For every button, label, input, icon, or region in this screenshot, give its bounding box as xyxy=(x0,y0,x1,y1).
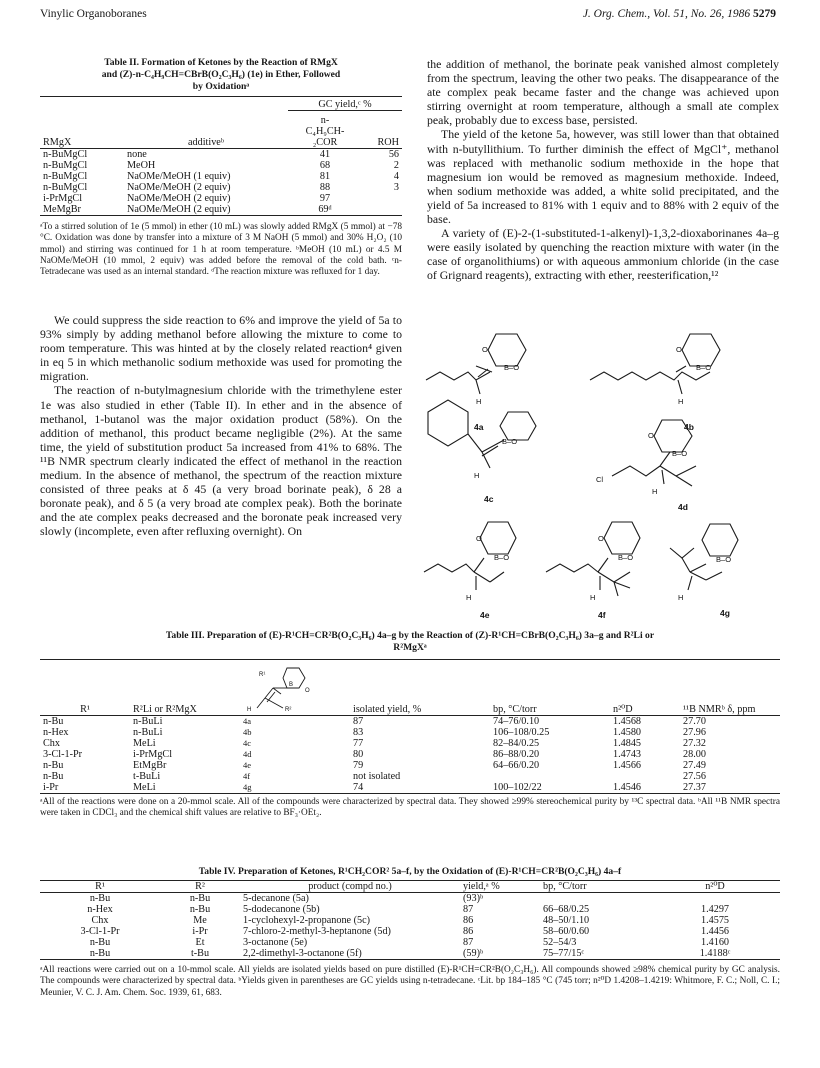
table-4-header: yield,ᵃ % xyxy=(463,881,500,892)
table-4 xyxy=(40,880,780,960)
atom-b-o: B–O xyxy=(672,449,688,458)
table-cell: 68 xyxy=(319,160,331,171)
table-row xyxy=(40,915,780,926)
table-3-footnote: ᵃAll of the reactions were done on a 20-mmol scale. All of the compounds were characterized by spectral data. They showed ≥99% stereochemical purity by ¹³C spectral data. ᵇAll ¹¹B NMR spectra were taken in CDCl₃ and the chemical shift values are relative to BF₃·OEt₂. xyxy=(40,797,780,819)
table-cell: NaOMe/MeOH (1 equiv) xyxy=(127,171,231,182)
table-row xyxy=(40,893,780,905)
table-cell: 3-Cl-1-Pr xyxy=(80,926,120,937)
table-cell xyxy=(362,193,402,204)
page-number: 5279 xyxy=(753,8,776,20)
table-cell: 97 xyxy=(319,193,331,204)
table-cell: 58–60/0.60 xyxy=(543,926,590,937)
structure-4d xyxy=(596,420,696,512)
table-cell: 83 xyxy=(353,727,364,738)
table-2-header: n- xyxy=(320,115,330,126)
table-cell: MeLi xyxy=(133,782,156,793)
table-cell: 75–77/15ᶜ xyxy=(543,948,585,959)
table-2-caption-line: Table II. Formation of Ketones by the Reaction of RMgX xyxy=(104,57,338,68)
paragraph: A variety of (E)-2-(1-substituted-1-alkenyl)-1,3,2-dioxaborinanes 4a–g were easily isolated by quenching the reaction mixture with water (in the case of organolithiums) or with aqueous ammonium chloride (in the case of Grignard reagents), extracting with ether, reesterification,¹² xyxy=(427,226,779,283)
table-2-header-gc: GC yield,ᶜ % xyxy=(288,97,402,111)
table-row xyxy=(40,182,402,193)
atom-b-o: B–O xyxy=(504,363,520,372)
label-4g: 4g xyxy=(720,608,730,618)
table-3-header: R²Li or R²MgX xyxy=(133,704,197,715)
table-cell: i-Pr xyxy=(43,782,59,793)
table-cell: 41 xyxy=(319,149,331,160)
table-cell: n-Bu xyxy=(89,937,111,948)
table-row xyxy=(40,937,780,948)
table-3-header: ¹¹B NMRᵇ δ, ppm xyxy=(683,704,756,715)
label-4a: 4a xyxy=(474,422,484,432)
label-4f: 4f xyxy=(598,610,606,620)
table-4-footnote: ᵃAll reactions were carried out on a 10-mmol scale. All yields are isolated yields based on pure distilled (E)-R¹CH=CR²B(O₂C₃H₆). All compounds showed ≥98% chemical purity by GC analysis. The compounds were characterized by spectral data. ᵇYields given in parentheses are GC yields using n-tetradecane. ᶜLit. bp 184–185 °C (745 torr; n²⁰D 1.4208–1.4219: Whitmore, F. C.; Noll, C. I.; Meunier, V. C. J. Am. Chem. Soc. 1939, 61, 683. xyxy=(40,965,780,998)
label-4c: 4c xyxy=(484,494,494,504)
table-cell: 82–84/0.25 xyxy=(493,738,540,749)
table-cell: 80 xyxy=(353,749,364,760)
table-row xyxy=(40,749,780,760)
table-cell: 27.32 xyxy=(683,738,706,749)
table-cell: n-Bu xyxy=(43,771,64,782)
table-cell: n-Hex xyxy=(43,727,69,738)
atom-b-o: B–O xyxy=(494,553,510,562)
table-cell: 66–68/0.25 xyxy=(543,904,590,915)
table-cell: n-BuLi xyxy=(133,727,163,738)
table-row xyxy=(40,716,780,728)
table-row xyxy=(40,926,780,937)
table-cell: 3 xyxy=(393,182,399,193)
atom-r1: R¹ xyxy=(259,672,266,678)
table-2-body xyxy=(40,149,402,216)
table-row xyxy=(40,771,780,782)
table-cell: 52–54/3 xyxy=(543,937,577,948)
table-cell: 1.4580 xyxy=(613,727,642,738)
atom-b-o: B–O xyxy=(502,437,518,446)
structure-4b xyxy=(590,334,720,432)
table-cell: not isolated xyxy=(353,771,401,782)
table-cell: 88 xyxy=(319,182,331,193)
atom-h: H xyxy=(678,397,684,406)
table-4-header: n²⁰D xyxy=(705,881,725,892)
table-cell: 69ᵈ xyxy=(318,204,332,215)
table-cell: 4b xyxy=(243,727,252,737)
table-cell: t-Bu xyxy=(190,948,210,959)
table-cell: 74 xyxy=(353,782,364,793)
journal-volume: Vol. 51, xyxy=(653,8,688,20)
table-cell: 4c xyxy=(243,738,252,748)
table-cell: i-PrMgCl xyxy=(133,749,173,760)
table-3-header: n²⁰D xyxy=(613,704,633,715)
table-cell: 1.4297 xyxy=(700,904,729,915)
table-cell: 79 xyxy=(353,760,364,771)
table-cell: 87 xyxy=(463,904,474,915)
table-3-body xyxy=(40,716,780,794)
table-row xyxy=(40,782,780,794)
table-4-block xyxy=(40,866,780,999)
table-row xyxy=(40,204,402,216)
table-3-header: R¹ xyxy=(80,704,90,715)
paragraph: The reaction of n-butylmagnesium chloride with the trimethylene ester 1e was also studied in ether (Table II). In ether and in the absence of methanol, 1-butanol was the major oxidation product (58%). On the addition of methanol, this product became negligible (2%). At the same time, the yield of substitution product 5a increased from 41% to 68%. The ¹¹B NMR spectrum clearly indicated the effect of methanol in the reaction medium. In the absence of methanol, the spectrum of the reaction mixture consisted of three peaks at δ 45 (a very broad borinate peak), δ 28 a boronate peak), and δ 5 (a very broad ate complex peak). Both the borinate and the ate complex peaks decreased and the boronate peak increased very slowly (incomplete, even after refluxing overnight). On xyxy=(40,383,402,539)
table-2-caption-line: by Oxidationᵃ xyxy=(192,81,250,92)
table-cell: Me xyxy=(193,915,207,926)
table-cell: 27.37 xyxy=(683,782,706,793)
atom-o: O xyxy=(648,431,654,440)
vinylboronate-structure-icon xyxy=(243,664,323,712)
structure-4c xyxy=(428,400,536,504)
structure-4a xyxy=(426,334,526,432)
paragraph: We could suppress the side reaction to 6% and improve the yield of 5a to 93% simply by adding methanol before allowing the mixture to come to room temperature. This was hinted at by the closely related reaction⁴ given in eq 5 in which methanolic sodium methoxide was used for promoting the migration. xyxy=(40,313,402,384)
table-cell: 1-cyclohexyl-2-propanone (5c) xyxy=(243,915,371,926)
table-cell: EtMgBr xyxy=(133,760,167,771)
journal-name: J. Org. Chem., xyxy=(582,8,651,20)
table-cell: n-Hex xyxy=(87,904,113,915)
table-cell: n-Bu xyxy=(89,948,111,959)
table-cell: 56 xyxy=(388,149,399,160)
table-cell: 1.4575 xyxy=(700,915,729,926)
table-cell: n-Bu xyxy=(189,904,211,915)
table-cell: 5-decanone (5a) xyxy=(243,893,309,904)
table-2-caption xyxy=(40,57,402,93)
table-row xyxy=(40,727,780,738)
table-cell: n-Bu xyxy=(43,716,64,727)
table-cell: 86 xyxy=(463,915,474,926)
table-cell: 1.4743 xyxy=(613,749,642,760)
structure-4e xyxy=(424,522,516,620)
table-4-caption: Table IV. Preparation of Ketones, R¹CH₂COR² 5a–f, by the Oxidation of (E)-R¹CH=CR²B(O₂C₃H₆) 4a–f xyxy=(198,866,622,877)
table-row xyxy=(40,738,780,749)
atom-h: H xyxy=(652,487,658,496)
table-row xyxy=(40,149,402,161)
label-4d: 4d xyxy=(678,502,688,512)
table-cell: 1.4845 xyxy=(613,738,642,749)
table-cell: none xyxy=(127,149,147,160)
table-cell: 4d xyxy=(243,749,252,759)
table-cell: 86 xyxy=(463,926,474,937)
table-cell: n-BuMgCl xyxy=(43,182,88,193)
running-header-right xyxy=(583,8,776,20)
table-cell: 1.4546 xyxy=(613,782,642,793)
table-row xyxy=(40,171,402,182)
table-cell: 27.56 xyxy=(683,771,706,782)
table-cell: 1.4160 xyxy=(700,937,729,948)
table-cell: n-BuMgCl xyxy=(43,160,88,171)
atom-b-o: B–O xyxy=(618,553,634,562)
table-4-header: R² xyxy=(195,881,205,892)
running-header-left: Vinylic Organoboranes xyxy=(40,8,147,20)
table-cell: t-BuLi xyxy=(133,771,161,782)
table-cell: MeLi xyxy=(133,738,156,749)
table-2-header: RMgX xyxy=(43,137,72,148)
table-cell: 4a xyxy=(243,716,252,726)
table-cell: 81 xyxy=(319,171,331,182)
atom-h: H xyxy=(466,593,472,602)
table-cell: i-Pr xyxy=(192,926,208,937)
structures-4a-4g xyxy=(420,326,782,622)
atom-b: B xyxy=(289,682,294,688)
table-4-header: product (compd no.) xyxy=(308,881,392,892)
table-row xyxy=(40,760,780,771)
table-cell: i-PrMgCl xyxy=(43,193,83,204)
table-3-caption-line: Table III. Preparation of (E)-R¹CH=CR²B(O₂C₃H₆) 4a–g by the Reaction of (Z)-R¹CH=CBrB(O₂C₃H₆) 3a–g and R²Li or xyxy=(165,630,655,641)
atom-h: H xyxy=(678,593,684,602)
table-3-caption xyxy=(40,630,780,654)
table-cell: n-BuMgCl xyxy=(43,171,88,182)
table-cell: 5-dodecanone (5b) xyxy=(243,904,320,915)
table-cell xyxy=(362,204,402,216)
atom-o: O xyxy=(476,534,482,543)
table-cell: 1.4188ᶜ xyxy=(699,948,731,959)
table-2-header: C₄H₉CH- xyxy=(305,126,345,137)
atom-o: O xyxy=(598,534,604,543)
table-cell: n-Bu xyxy=(43,760,64,771)
table-cell: 3-octanone (5e) xyxy=(243,937,308,948)
table-cell xyxy=(650,893,780,905)
table-cell: 1.4456 xyxy=(700,926,729,937)
table-3-header: bp, °C/torr xyxy=(493,704,537,715)
atom-cl: Cl xyxy=(596,475,604,484)
table-cell: n-BuMgCl xyxy=(43,149,88,160)
atom-o: O xyxy=(676,345,682,354)
table-cell: MeOH xyxy=(127,160,156,171)
table-2-header: additiveᵇ xyxy=(188,137,224,148)
table-cell: (59)ᵇ xyxy=(463,948,484,959)
table-cell: 27.49 xyxy=(683,760,706,771)
table-cell: 4g xyxy=(243,782,252,792)
table-cell: 2,2-dimethyl-3-octanone (5f) xyxy=(243,948,362,959)
table-3-caption-line: R²MgXᵃ xyxy=(393,642,427,653)
structure-4g xyxy=(670,524,738,618)
table-cell: n-BuLi xyxy=(133,716,163,727)
table-cell: 7-chloro-2-methyl-3-heptanone (5d) xyxy=(243,926,391,937)
table-cell: 27.70 xyxy=(683,716,706,727)
table-row xyxy=(40,948,780,960)
right-column-text xyxy=(427,57,779,283)
table-cell: 48–50/1.10 xyxy=(543,915,590,926)
table-3-header-structure xyxy=(240,660,350,716)
atom-h: H xyxy=(476,397,482,406)
table-row xyxy=(40,193,402,204)
journal-issue: No. 26, 1986 xyxy=(690,8,751,20)
table-row xyxy=(40,160,402,171)
table-2-caption-line: and (Z)-n-C₄H₉CH=CBrB(O₂C₃H₆) (1e) in Ether, Followed xyxy=(101,69,341,80)
atom-o: O xyxy=(482,345,488,354)
table-cell: 4 xyxy=(393,171,399,182)
table-2-footnote: ᵃTo a stirred solution of 1e (5 mmol) in ether (10 mL) was slowly added RMgX (5 mmol) at −78 °C. Oxidation was done by transfer into a mixture of 3 M NaOH (5 mmol) and 30% H₂O₂ (10 mmol) and stirring was continued for 1 h at room temperature. ᵇMeOH (10 mL) or 4.5 M NaOMe/MeOH (10 mmol, 2 equiv) was added before the removal of the cold bath. ᶜn-Tetradecane was used as an internal standard. ᵈThe reaction mixture was refluxed for 1 day. xyxy=(40,222,402,278)
table-3-block xyxy=(40,630,780,820)
table-cell: 87 xyxy=(353,716,364,727)
table-row xyxy=(40,904,780,915)
paragraph: The yield of the ketone 5a, however, was still lower than that obtained with n-butyllithium. To further diminish the effect of MgCl⁺, methanol was replaced with methanolic sodium methoxide in the hope that magnesium ion would be removed as magnesium methoxide. Indeed, when sodium methoxide was added, a white solid precipitated, and the yield of 5a increased to 81% with 1 equiv and to 88% with 2 equiv of the base. xyxy=(427,127,779,227)
table-2 xyxy=(40,96,402,216)
table-cell: 2 xyxy=(393,160,399,171)
table-cell: n-Bu xyxy=(89,893,111,904)
table-cell: 74–76/0.10 xyxy=(493,716,540,727)
table-cell: NaOMe/MeOH (2 equiv) xyxy=(127,182,231,193)
paragraph: the addition of methanol, the borinate peak vanished almost completely from the spectrum, leaving the other two peaks. The disappearance of the ate complex peak became faster and the change was achieved upon stirring overnight at room temperature, although a small ate complex peak, probably due to excess base, persisted. xyxy=(427,57,779,128)
table-4-header: bp, °C/torr xyxy=(543,881,587,892)
table-cell: 1.4566 xyxy=(613,760,642,771)
atom-h: H xyxy=(247,707,252,712)
table-cell: 1.4568 xyxy=(613,716,642,727)
table-3 xyxy=(40,659,780,794)
table-cell: Chx xyxy=(43,738,60,749)
table-cell: 86–88/0.20 xyxy=(493,749,540,760)
table-cell: 28.00 xyxy=(683,749,706,760)
table-2-block xyxy=(40,57,402,278)
table-cell xyxy=(490,771,610,782)
table-2-header: ROH xyxy=(377,137,399,148)
table-cell: 64–66/0.20 xyxy=(493,760,540,771)
table-cell: n-Bu xyxy=(189,893,211,904)
atom-h: H xyxy=(590,593,596,602)
atom-r2: R² xyxy=(285,707,292,712)
label-4b: 4b xyxy=(684,422,694,432)
atom-b-o: B–O xyxy=(716,555,732,564)
atom-o: O xyxy=(305,688,310,694)
table-cell: Chx xyxy=(91,915,109,926)
atom-h: H xyxy=(474,471,480,480)
table-cell: 106–108/0.25 xyxy=(493,727,550,738)
atom-b-o: B–O xyxy=(696,363,712,372)
label-4e: 4e xyxy=(480,610,490,620)
structure-4f xyxy=(546,522,640,620)
table-cell: 27.96 xyxy=(683,727,706,738)
table-cell xyxy=(610,771,680,782)
left-column-text xyxy=(40,313,402,539)
table-cell: NaOMe/MeOH (2 equiv) xyxy=(127,204,231,215)
table-2-header: ₂COR xyxy=(312,137,338,148)
table-cell: 100–102/22 xyxy=(493,782,542,793)
table-3-header: isolated yield, % xyxy=(353,704,422,715)
table-cell: (93)ᵇ xyxy=(463,893,484,904)
table-cell: 77 xyxy=(353,738,364,749)
table-cell xyxy=(540,893,650,905)
table-4-body xyxy=(40,893,780,960)
table-4-header: R¹ xyxy=(95,881,105,892)
table-cell: 4f xyxy=(243,771,251,781)
table-cell: MeMgBr xyxy=(43,204,81,215)
table-cell: 4e xyxy=(243,760,252,770)
table-cell: 3-Cl-1-Pr xyxy=(43,749,83,760)
table-cell: 87 xyxy=(463,937,474,948)
table-cell: Et xyxy=(195,937,205,948)
table-cell: NaOMe/MeOH (2 equiv) xyxy=(127,193,231,204)
